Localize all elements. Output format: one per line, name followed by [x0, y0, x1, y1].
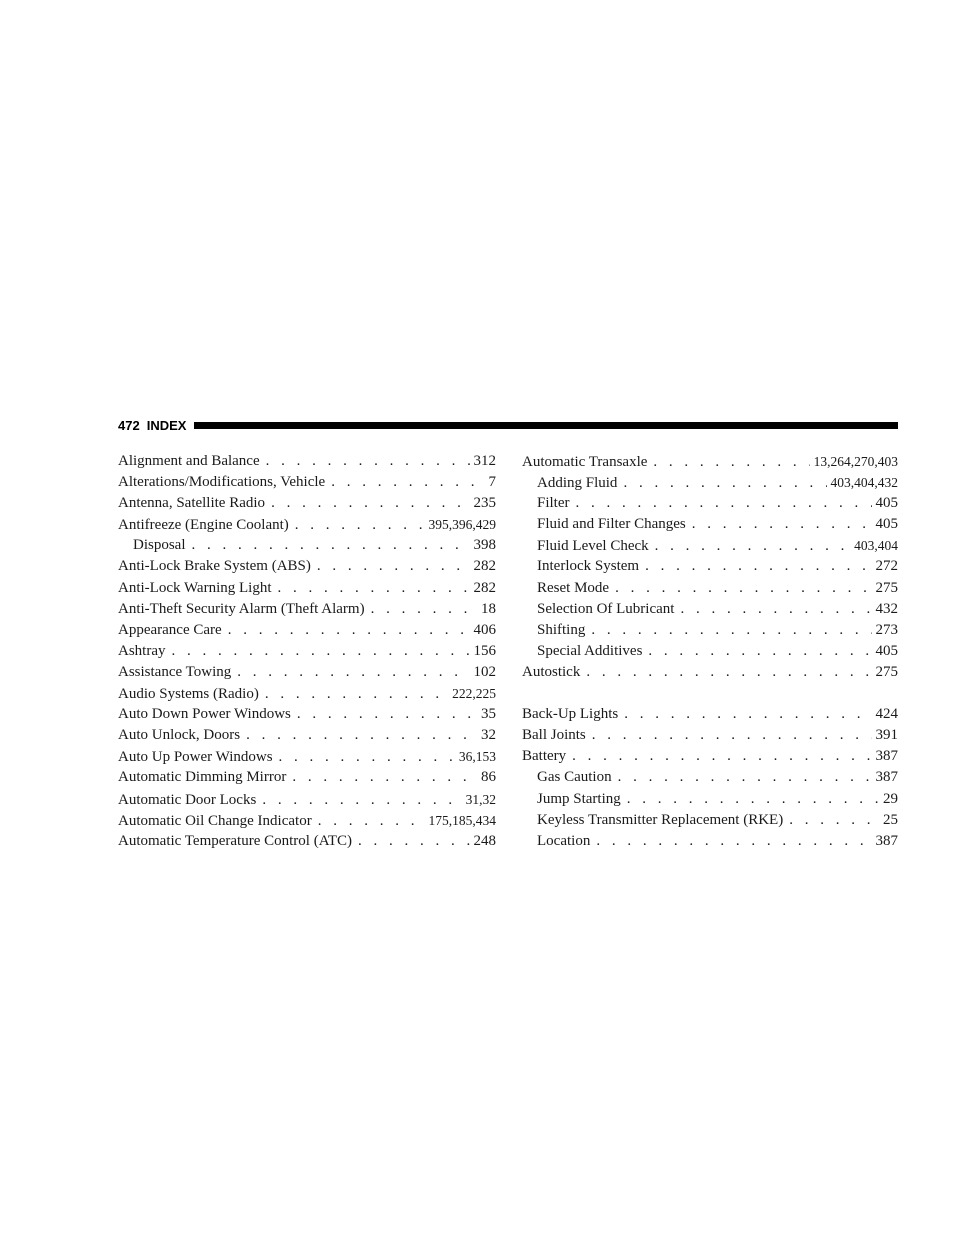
- index-pages: 31,32: [465, 791, 496, 807]
- index-term: Adding Fluid: [537, 475, 618, 492]
- section-title: INDEX: [146, 417, 187, 433]
- index-subentry: [522, 831, 898, 852]
- index-entry: [118, 831, 496, 852]
- index-pages: 275: [875, 663, 898, 680]
- index-entry: [118, 725, 496, 746]
- index-term: Alignment and Balance: [118, 453, 260, 469]
- index-pages: 32: [481, 727, 496, 744]
- index-pages: 403,404,432: [830, 475, 898, 491]
- index-term: Anti-Theft Security Alarm (Theft Alarm): [118, 600, 365, 617]
- index-subentry: [522, 810, 898, 831]
- index-term: Auto Down Power Windows: [118, 706, 291, 723]
- index-entry: [118, 683, 496, 704]
- index-pages: 86: [481, 769, 496, 786]
- index-pages: 25: [883, 811, 898, 828]
- index-pages: 248: [473, 832, 496, 849]
- index-term: Fluid and Filter Changes: [537, 516, 686, 533]
- index-pages: 175,185,434: [428, 812, 496, 828]
- index-term: Automatic Dimming Mirror: [118, 769, 287, 786]
- index-column-left: [118, 451, 496, 852]
- index-term: Assistance Towing: [118, 663, 232, 680]
- index-pages: 403,404: [854, 538, 898, 554]
- index-entry: [118, 620, 496, 641]
- index-entry: [118, 704, 496, 725]
- index-entry: [522, 746, 898, 767]
- index-pages: 405: [875, 516, 898, 533]
- index-pages: 18: [481, 600, 496, 617]
- index-pages: 391: [875, 727, 898, 744]
- index-subentry: [522, 556, 898, 577]
- index-pages: 7: [488, 474, 496, 491]
- index-pages: 275: [875, 579, 898, 596]
- index-term: Disposal: [133, 537, 186, 554]
- index-pages: 405: [875, 642, 898, 659]
- index-subentry: [118, 535, 496, 556]
- index-entry: [522, 662, 898, 683]
- index-term: Shifting: [537, 621, 586, 638]
- index-entry: [522, 704, 898, 725]
- header-rule: [194, 422, 898, 429]
- index-entry: [118, 746, 496, 767]
- index-pages: 235: [473, 495, 496, 512]
- index-term: Audio Systems (Radio): [118, 686, 259, 703]
- page-number: 472: [118, 417, 140, 433]
- index-pages: 387: [875, 769, 898, 786]
- index-term: Jump Starting: [537, 790, 621, 807]
- index-term: Interlock System: [537, 558, 640, 575]
- index-entry: [522, 451, 898, 472]
- index-pages: 432: [875, 600, 898, 617]
- index-entry: [118, 472, 496, 493]
- index-term: Appearance Care: [118, 621, 222, 638]
- index-pages: 29: [883, 790, 898, 807]
- index-subentry: [522, 514, 898, 535]
- index-entry: [118, 556, 496, 577]
- index-column-right: [522, 451, 898, 852]
- index-pages: 424: [875, 706, 898, 723]
- index-entry: [118, 810, 496, 831]
- index-pages: 312: [473, 453, 496, 469]
- index-subentry: [522, 620, 898, 641]
- index-term: Automatic Transaxle: [522, 454, 648, 470]
- index-pages: 13,264,270,403: [813, 454, 898, 469]
- index-entry: [118, 514, 496, 535]
- index-entry: [118, 493, 496, 514]
- index-subentry: [522, 599, 898, 620]
- index-entry: [118, 767, 496, 788]
- index-pages: 395,396,429: [428, 517, 496, 533]
- index-pages: 36,153: [458, 749, 496, 765]
- index-subentry: [522, 472, 898, 493]
- index-entry: [118, 662, 496, 683]
- index-term: Antenna, Satellite Radio: [118, 495, 266, 512]
- index-term: Reset Mode: [537, 579, 610, 596]
- index-term: Auto Up Power Windows: [118, 749, 273, 766]
- index-pages: 272: [875, 558, 898, 575]
- index-entry: [118, 578, 496, 599]
- section-gap: [522, 683, 898, 704]
- index-pages: 156: [473, 642, 496, 659]
- index-term: Automatic Oil Change Indicator: [118, 812, 312, 829]
- index-subentry: [522, 789, 898, 810]
- index-pages: 102: [473, 663, 496, 680]
- index-term: Location: [537, 832, 591, 849]
- index-term: Automatic Door Locks: [118, 791, 257, 808]
- index-term: Gas Caution: [537, 769, 612, 786]
- index-entry: [118, 789, 496, 810]
- page-header: [118, 417, 898, 433]
- index-entry: [118, 451, 496, 472]
- index-subentry: [522, 767, 898, 788]
- index-subentry: [522, 641, 898, 662]
- index-pages: 35: [481, 706, 496, 723]
- index-term: Anti-Lock Brake System (ABS): [118, 558, 311, 575]
- index-pages: 273: [875, 621, 898, 638]
- index-term: Autostick: [522, 663, 581, 680]
- index-pages: 398: [473, 537, 496, 554]
- index-term: Selection Of Lubricant: [537, 600, 675, 617]
- index-term: Auto Unlock, Doors: [118, 727, 241, 744]
- index-entry: [522, 725, 898, 746]
- index-term: Alterations/Modifications, Vehicle: [118, 474, 326, 491]
- index-subentry: [522, 535, 898, 556]
- index-term: Battery: [522, 748, 567, 765]
- index-term: Keyless Transmitter Replacement (RKE): [537, 811, 784, 828]
- index-pages: 222,225: [452, 686, 496, 702]
- index-pages: 282: [473, 579, 496, 596]
- index-term: Ashtray: [118, 642, 166, 659]
- index-term: Back-Up Lights: [522, 706, 619, 723]
- index-pages: 387: [875, 832, 898, 849]
- index-subentry: [522, 578, 898, 599]
- index-pages: 387: [875, 748, 898, 765]
- index-term: Anti-Lock Warning Light: [118, 579, 272, 596]
- index-term: Antifreeze (Engine Coolant): [118, 517, 289, 534]
- index-pages: 405: [875, 495, 898, 512]
- index-term: Fluid Level Check: [537, 538, 649, 555]
- index-pages: 282: [473, 558, 496, 575]
- index-term: Special Additives: [537, 642, 643, 659]
- index-term: Automatic Temperature Control (ATC): [118, 832, 353, 849]
- index-term: Ball Joints: [522, 727, 586, 744]
- index-subentry: [522, 493, 898, 514]
- index-entry: [118, 641, 496, 662]
- index-entry: [118, 599, 496, 620]
- index-term: Filter: [537, 495, 570, 512]
- index-pages: 406: [473, 621, 496, 638]
